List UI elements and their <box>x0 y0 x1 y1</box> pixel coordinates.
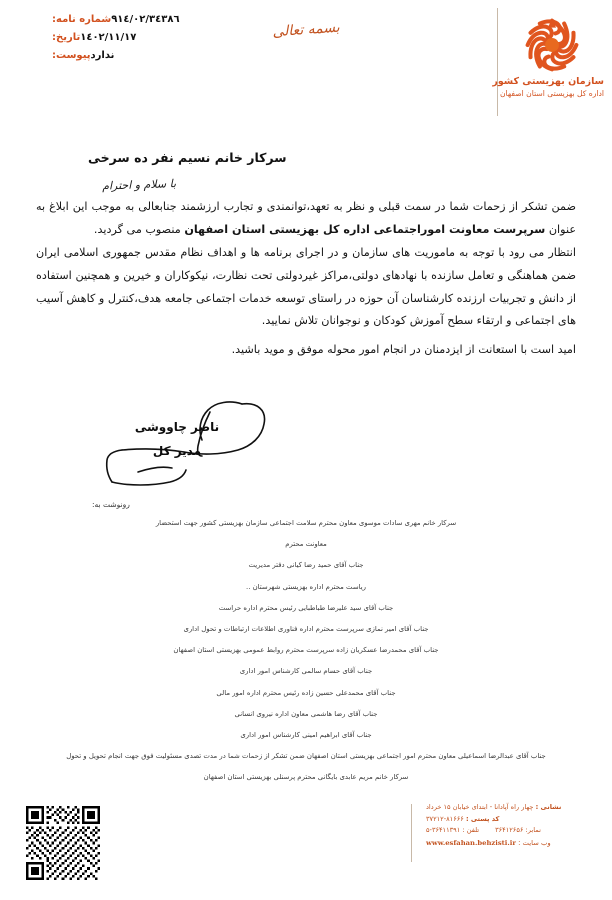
footer-postal-code <box>426 814 606 826</box>
body-p1-part3: منصوب می گردید. <box>93 222 185 236</box>
footer-phone-value: ۳۶۴۱۱۳۹۱-۵ <box>426 826 461 835</box>
greeting-handwritten: با سلام و احترام <box>101 177 177 193</box>
footer-website-label: وب سایت : <box>518 838 551 847</box>
organization-name-secondary: اداره کل بهزیستی استان اصفهان <box>499 89 604 98</box>
list-item: جناب آقای ابراهیم امینی کارشناس امور اداری <box>240 731 372 740</box>
body-paragraph-1 <box>36 196 576 241</box>
organization-logo-block <box>492 12 604 98</box>
salutation-block <box>56 150 612 193</box>
signatory-title: مدیر کل <box>152 444 202 458</box>
date-label: تاریخ: <box>52 32 81 43</box>
list-item: جناب آقای رضا هاشمی معاون اداره نیروی انسانی <box>234 709 378 718</box>
footer-contact-info <box>416 802 612 850</box>
header-vertical-divider <box>497 8 498 116</box>
footer-phone-row <box>426 825 606 837</box>
organization-name-primary: سازمان بهزیستی کشور <box>492 76 604 87</box>
basmala-text: بسمه تعالی <box>271 19 341 41</box>
list-item: جناب آقای محمدرضا عسکریان زاده سرپرست محترم روابط عمومی بهزیستی استان اصفهان <box>173 646 439 655</box>
body-p1-part1: ضمن تشکر از زحمات شما در سمت قبلی و نظر به تعهد،توانمندی و تجارب ارزشمند جنابعالی به موجب این ابلاغ به عنوان <box>36 200 576 236</box>
list-item: جناب آقای حمید رضا کیانی دفتر مدیریت <box>248 561 364 570</box>
footer-website-row <box>426 837 606 850</box>
list-item: جناب آقای امیر نمازی سرپرست محترم اداره فناوری اطلاعات ارتباطات و تحول اداری <box>183 625 429 634</box>
list-item: ریاست محترم اداره بهزیستی شهرستان .. <box>246 582 366 591</box>
carbon-copy-block <box>36 500 576 794</box>
body-paragraph-3-closing: امید است با استعانت از ایزدمنان در انجام امور محوله موفق و موید باشید. <box>231 342 576 356</box>
footer-postal-label: کد پستی : <box>465 814 500 823</box>
footer-website-url[interactable]: www.esfahan.behzisti.ir <box>426 838 516 847</box>
signature-block <box>0 398 612 503</box>
metadata-row-letter-number <box>46 14 296 25</box>
metadata-row-date <box>46 32 296 43</box>
document-footer <box>0 800 612 900</box>
list-item: سرکار خانم مهری سادات موسوی معاون محترم سلامت اجتماعی سازمان بهزیستی کشور جهت استحضار <box>155 519 457 527</box>
footer-fax-value: ۳۶۴۱۲۶۵۶ <box>495 826 524 835</box>
attachment-value: ندارد <box>90 50 115 61</box>
attachment-label: پیوست: <box>52 50 91 61</box>
document-header <box>0 0 612 130</box>
metadata-row-attachment <box>46 50 296 61</box>
appointment-position-bold: سرپرست معاونت اموراجتماعی اداره کل بهزیستی استان اصفهان <box>184 222 546 236</box>
signatory-name: ناصر چاووشی <box>134 420 220 434</box>
date-value: ١٤٠٢/١١/١٧ <box>80 32 137 43</box>
footer-address-value: چهار راه آپادانا - ابتدای خیابان ۱۵ خرداد <box>426 803 534 811</box>
letter-metadata-block <box>46 14 296 68</box>
footer-vertical-divider <box>411 804 412 862</box>
footer-phone-group <box>426 825 479 837</box>
footer-fax-label: نمابر: <box>525 826 541 835</box>
list-item: جناب آقای محمدعلی حسین زاده رئیس محترم اداره امور مالی <box>216 688 396 697</box>
addressee-name: سرکار خانم نسیم نفر ده سرخی <box>88 150 287 165</box>
letter-body <box>36 196 576 362</box>
letter-number-label: شماره نامه: <box>52 14 112 25</box>
body-paragraph-2: انتظار می رود با توجه به ماموریت های سازمان و در اجرای برنامه ها و اهداف نظام مقدس جمهوری اسلامی ایران ضمن هماهنگی و تعامل سازنده با نهادهای دولتی،مراکز غیردولتی تحت نظارت، نیکوکاران و خیرین و همچنین استفاده از دانش و تجربیات ارزنده کارشناسان آن حوزه در راستای توسعه خدمات اجتماعی جامعه هدف،کنترل و کاهش آسیب های اجتماعی و ارتقاء سطح آموزش کودکان و نوجوانان تلاش نمایید. <box>36 246 576 328</box>
footer-postal-value: ۸۱۶۶۶-۳۷۲۱۲ <box>426 814 464 823</box>
footer-address-label: نشانی : <box>535 803 562 811</box>
footer-address <box>426 802 606 814</box>
footer-fax-group <box>495 825 541 837</box>
emblem-center-dot <box>545 38 559 52</box>
list-item: جناب آقای حسام سالمی کارشناس امور اداری <box>239 667 373 676</box>
qr-code-icon <box>26 806 100 880</box>
list-item: جناب آقای عبدالرضا اسماعیلی معاون محترم امور اجتماعی بهزیستی استان اصفهان ضمن تشکر از زحمات شما در مدت تصدی مسئولیت فوق جهت انجام تحویل و تحول <box>66 752 546 761</box>
cc-label: رونوشت به: <box>92 500 130 509</box>
list-item: سرکار خانم مریم عابدی بایگانی محترم پرسنلی بهزیستی استان اصفهان <box>203 773 409 782</box>
list-item: معاونت محترم <box>285 540 327 549</box>
list-item: جناب آقای سید علیرضا طباطبایی رئیس محترم اداره حراست <box>218 603 394 612</box>
footer-phone-label: تلفن : <box>462 826 480 835</box>
signature-names <box>112 420 242 458</box>
cc-recipient-list <box>36 518 576 783</box>
letter-number-value: ٩١٤/٠٢/٣٤٣٨٦ <box>111 14 180 25</box>
behzisti-sun-emblem-icon <box>523 16 581 74</box>
